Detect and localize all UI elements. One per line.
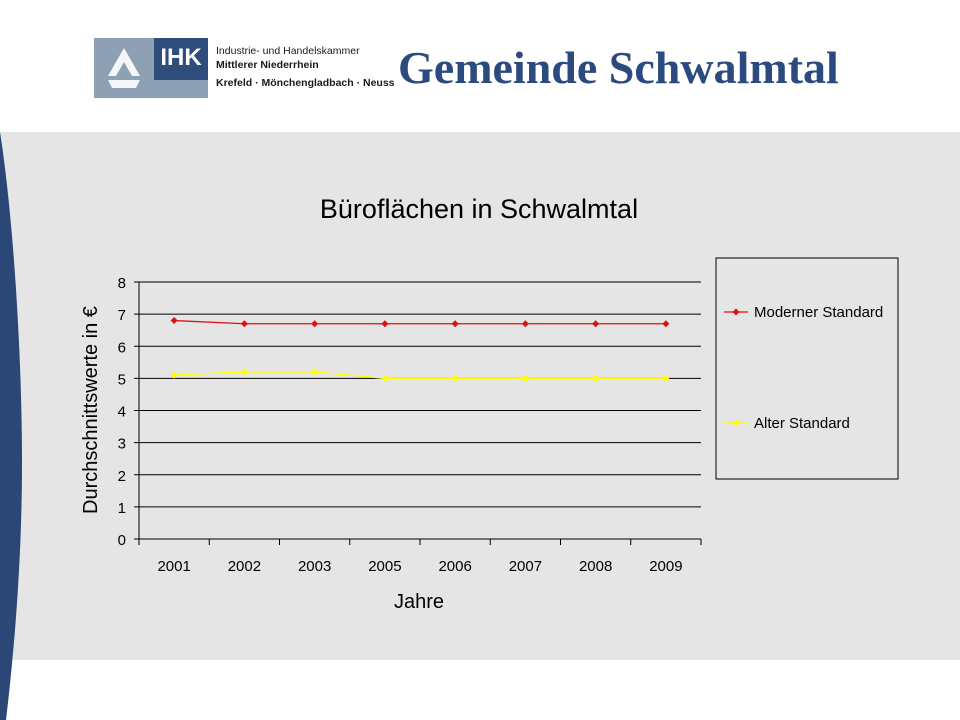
data-point xyxy=(662,320,669,327)
data-point xyxy=(662,375,669,382)
data-point xyxy=(171,372,178,379)
logo-line-1: Industrie- und Handelskammer xyxy=(216,45,360,57)
y-tick-label: 6 xyxy=(117,339,126,357)
data-point xyxy=(381,320,388,327)
y-tick-label: 5 xyxy=(117,371,126,389)
ihk-logo xyxy=(94,38,395,98)
data-point xyxy=(592,375,599,382)
series-line xyxy=(174,321,666,324)
data-point xyxy=(241,320,248,327)
logo-line-3: Krefeld · Mönchengladbach · Neuss xyxy=(216,77,395,89)
logo-ihk-block xyxy=(154,38,208,98)
x-tick-label: 2009 xyxy=(649,558,683,575)
chart-title: Büroflächen in Schwalmtal xyxy=(319,194,639,224)
chart xyxy=(0,132,960,660)
x-tick-label: 2005 xyxy=(368,558,402,575)
data-point xyxy=(381,375,388,382)
x-axis-label: Jahre xyxy=(393,591,445,613)
data-point xyxy=(452,375,459,382)
y-tick-label: 1 xyxy=(117,499,126,517)
y-tick-label: 4 xyxy=(117,403,126,421)
legend-box xyxy=(716,258,898,479)
x-tick-label: 2002 xyxy=(227,558,262,575)
y-tick-label: 2 xyxy=(117,467,126,485)
y-tick-label: 7 xyxy=(117,307,126,325)
data-point xyxy=(592,320,599,327)
x-tick-label: 2003 xyxy=(297,558,332,575)
plot-area xyxy=(118,275,701,575)
data-point xyxy=(241,368,248,375)
legend xyxy=(716,258,898,479)
logo-ihk-text: IHK xyxy=(160,44,202,71)
data-point xyxy=(522,375,529,382)
logo-line-2: Mittlerer Niederrhein xyxy=(216,59,319,71)
legend-label: Moderner Standard xyxy=(754,304,884,321)
x-tick-label: 2006 xyxy=(438,558,472,575)
y-axis-label: Durchschnittswerte in € xyxy=(80,306,102,514)
y-tick-label: 8 xyxy=(117,275,126,292)
legend-label: Alter Standard xyxy=(754,415,850,432)
data-point xyxy=(171,317,178,324)
data-point xyxy=(311,368,318,375)
x-tick-label: 2001 xyxy=(157,558,191,575)
x-tick-label: 2007 xyxy=(508,558,543,575)
slide-header xyxy=(0,0,960,130)
y-tick-label: 0 xyxy=(117,532,126,549)
data-point xyxy=(522,320,529,327)
y-tick-label: 3 xyxy=(117,435,126,453)
logo-text xyxy=(216,44,395,90)
page-title: Gemeinde Schwalmtal xyxy=(398,42,839,93)
data-point xyxy=(311,320,318,327)
data-point xyxy=(452,320,459,327)
series-line xyxy=(174,372,666,378)
recycle-logo-icon xyxy=(94,38,154,98)
x-tick-label: 2008 xyxy=(578,558,613,575)
